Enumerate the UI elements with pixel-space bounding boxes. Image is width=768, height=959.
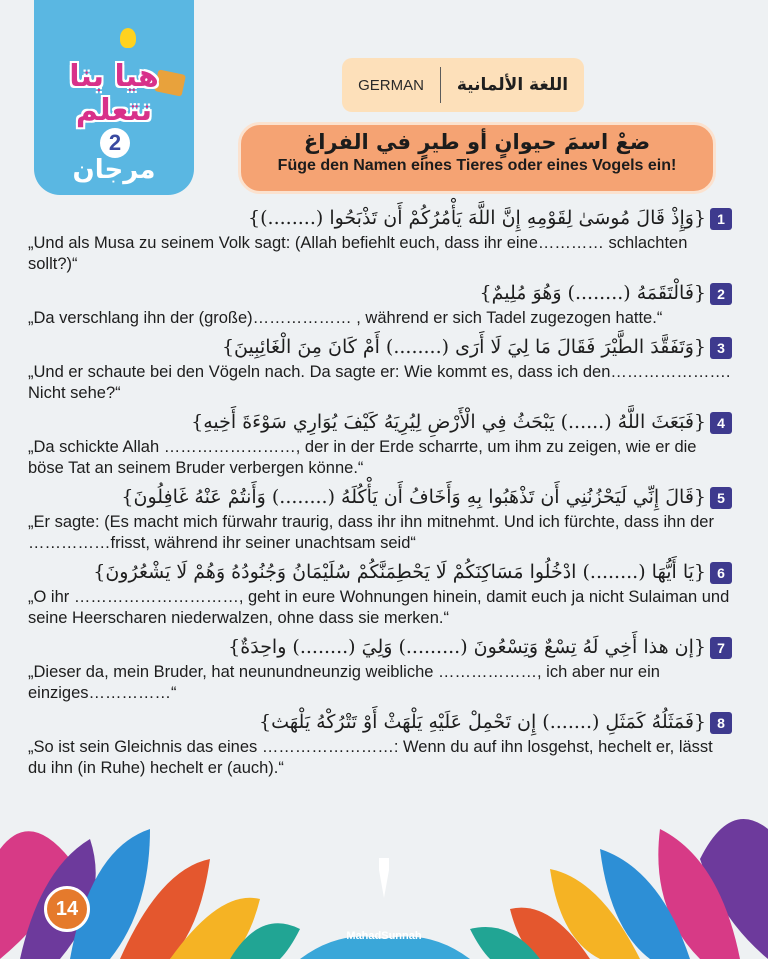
language-label-de: GERMAN <box>358 76 424 94</box>
translation-de: „Da verschlang ihn der (große)……………… , während er sich Tadel zugezogen hatte.“ <box>28 309 663 327</box>
item-number-badge: 8 <box>710 712 732 734</box>
item-number-badge: 6 <box>710 562 732 584</box>
exercise-item <box>28 632 732 704</box>
verse-ar: {إن هذا أَخِي لَهُ تِسْعٌ وَتِسْعُونَ (.........) وَلِيَ (........) واحِدَةٌ} <box>228 636 706 658</box>
mahadsunnah-logo <box>336 858 432 942</box>
logo-volume-number: 2 <box>100 128 130 158</box>
item-number-badge: 2 <box>710 283 732 305</box>
translation-de: „Da schickte Allah ……………………, der in der Erde scharrte, um ihm zu zeigen, wie er die böse Tat an seinem Bruder verbergen könne.“ <box>28 438 697 477</box>
translation-de: „Dieser da, mein Bruder, hat neunundneunzig weibliche ………………, ich aber nur ein einziges……………“ <box>28 663 660 702</box>
instruction-box <box>238 122 716 194</box>
translation-de: „Und als Musa zu seinem Volk sagt: (Allah befiehlt euch, dass ihr eine………… schlachten sollt?)“ <box>28 234 688 273</box>
item-number-badge: 5 <box>710 487 732 509</box>
instruction-de: Füge den Namen eines Tieres oder eines Vogels ein! <box>277 157 677 174</box>
item-number-badge: 7 <box>710 637 732 659</box>
brand-name: MahadSunnah <box>346 930 422 942</box>
lightbulb-icon <box>120 28 136 48</box>
exercise-item <box>28 557 732 629</box>
logo-brand: مرجان <box>72 155 156 185</box>
translation-de: „So ist sein Gleichnis das eines ……………………: Wenn du auf ihn losgehst, hechelt er, lässt du ihn (in Ruhe) hechelt er (auch).“ <box>28 738 713 777</box>
verse-ar: {فَبَعَثَ اللَّهُ (......) يَبْحَثُ فِي الْأَرْضِ لِيُرِيَهُ كَيْفَ يُوَارِي سَوْءَةَ أَخِيهِ} <box>191 411 706 433</box>
language-label-ar: اللغة الألمانية <box>456 75 569 95</box>
exercise-item <box>28 482 732 554</box>
verse-ar: {يَا أَيُّهَا (........) ادْخُلُوا مَسَاكِنَكُمْ لَا يَحْطِمَنَّكُمْ سُلَيْمَانُ وَجُنُودُهُ وَهُمْ لَا يَشْعُرُونَ} <box>93 561 706 583</box>
language-label <box>342 58 584 112</box>
exercise-item <box>28 707 732 779</box>
exercise-item <box>28 407 732 479</box>
logo-title: هيا بنا نتعلم <box>69 59 159 128</box>
verse-ar: {وَإِذْ قَالَ مُوسَىٰ لِقَوْمِهِ إِنَّ اللَّهَ يَأْمُرُكُمْ أَن تَذْبَحُوا (........)} <box>248 207 706 229</box>
instruction-ar: ضعْ اسمَ حيوانٍ أو طيرٍ في الفراغ <box>303 130 651 154</box>
exercise-item <box>28 203 732 275</box>
translation-de: „Und er schaute bei den Vögeln nach. Da sagte er: Wie kommt es, dass ich den…………………. Nicht sehe?“ <box>28 363 731 402</box>
exercise-item <box>28 332 732 404</box>
pen-nib-icon <box>379 858 389 898</box>
item-number-badge: 1 <box>710 208 732 230</box>
exercise-list <box>28 203 732 782</box>
exercise-item <box>28 278 732 329</box>
verse-ar: {فَالْتَقَمَهُ (........) وَهُوَ مُلِيمٌ} <box>479 282 706 304</box>
item-number-badge: 3 <box>710 337 732 359</box>
verse-ar: {فَمَثَلُهُ كَمَثَلِ (.......) إِن تَحْمِلْ عَلَيْهِ يَلْهَثْ أَوْ تَتْرُكْهُ يَلْهَث} <box>259 711 706 733</box>
book-logo <box>34 0 194 195</box>
item-number-badge: 4 <box>710 412 732 434</box>
verse-ar: {وَتَفَقَّدَ الطَّيْرَ فَقَالَ مَا لِيَ لَا أَرَى (........) أَمْ كَانَ مِنَ الْغَائِبِينَ} <box>221 336 706 358</box>
translation-de: „O ihr …………………………, geht in eure Wohnungen hinein, damit euch ja nicht Sulaiman und seine Heerscharen niederwalzen, ohne dass sie merken.“ <box>28 588 730 627</box>
page-number: 14 <box>44 886 90 932</box>
verse-ar: {قَالَ إِنِّي لَيَحْزُنُنِي أَن تَذْهَبُوا بِهِ وَأَخَافُ أَن يَأْكُلَهُ (........) وَأَنتُمْ عَنْهُ غَافِلُونَ} <box>121 486 706 508</box>
translation-de: „Er sagte: (Es macht mich fürwahr traurig, dass ihr ihn mitnehmt. Und ich fürchte, dass ihn der ……………frisst, während ihr seiner unachtsam seid“ <box>28 513 714 552</box>
